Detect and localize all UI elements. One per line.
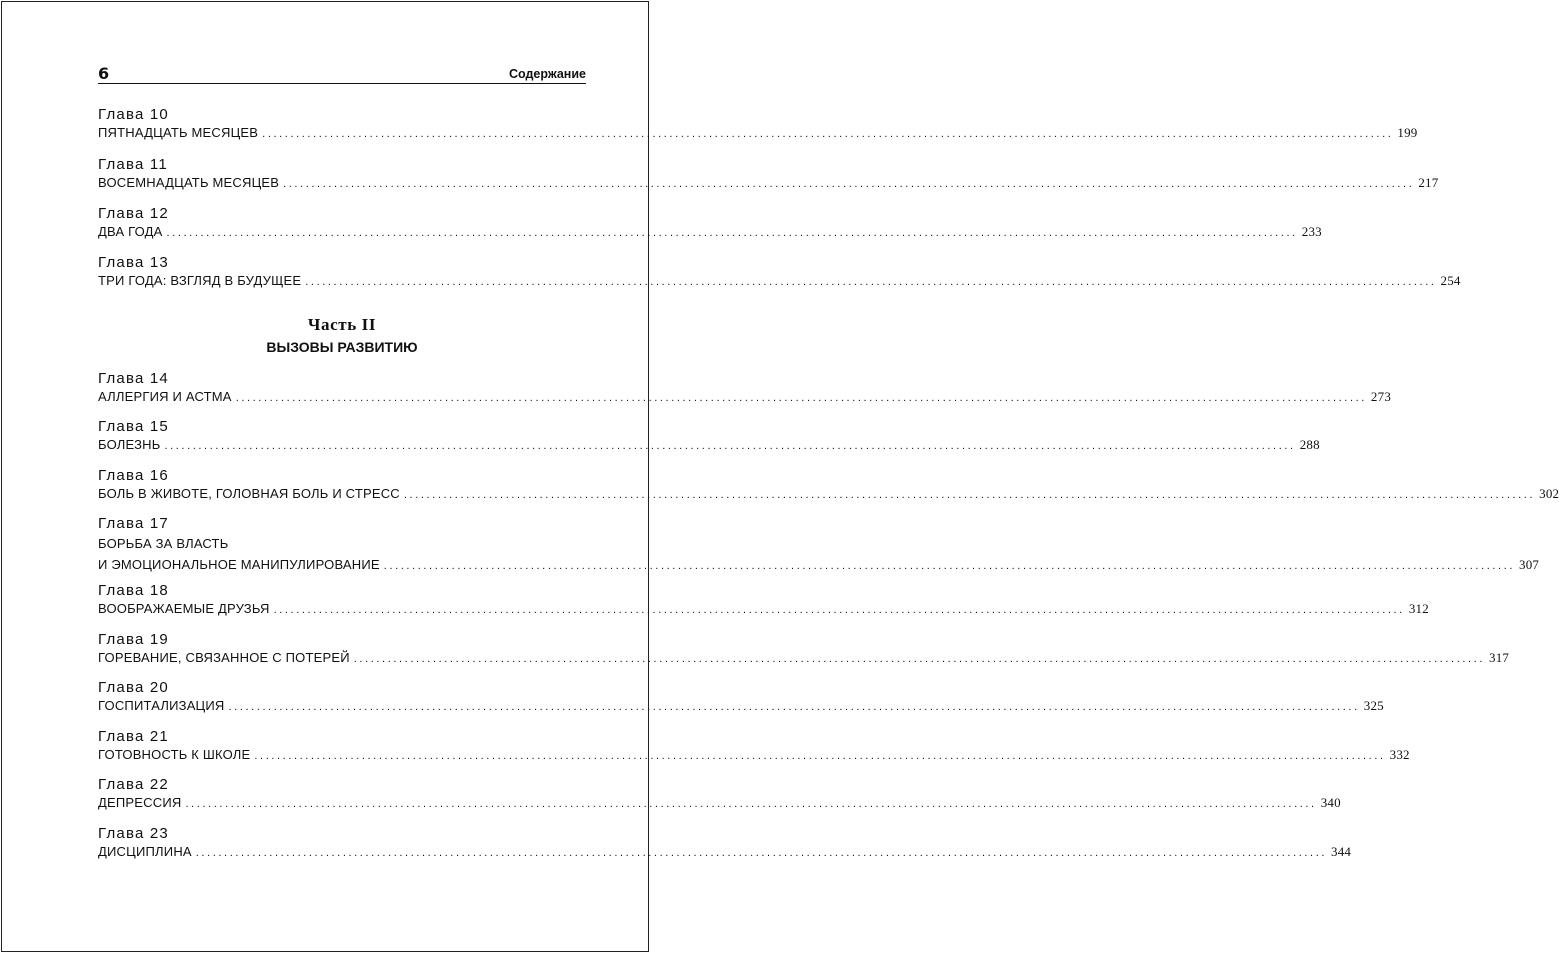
page-reference: 332 — [1389, 747, 1410, 762]
chapter-title: ГОТОВНОСТЬ К ШКОЛЕ — [98, 747, 251, 762]
page-reference: 199 — [1397, 125, 1418, 140]
chapter-label: Глава 10 — [98, 106, 169, 123]
page-reference: 254 — [1440, 273, 1461, 288]
dot-leader: ........................................................................................................................................................................................................ — [383, 560, 1516, 572]
toc-entry-chapter-12[interactable] — [98, 204, 1322, 241]
chapter-label: Глава 11 — [98, 156, 168, 173]
chapter-title: ТРИ ГОДА: ВЗГЛЯД В БУДУЩЕЕ — [98, 273, 302, 288]
toc-entry-chapter-17[interactable] — [98, 514, 1540, 575]
chapter-label: Глава 16 — [98, 467, 169, 484]
chapter-label: Глава 12 — [98, 205, 169, 222]
toc-entry-chapter-20[interactable] — [98, 678, 1384, 715]
part-heading — [98, 315, 586, 357]
chapter-label: Глава 18 — [98, 582, 169, 599]
chapter-title-line — [98, 485, 1559, 503]
toc-entry-chapter-10[interactable] — [98, 105, 1418, 142]
chapter-title: ПЯТНАДЦАТЬ МЕСЯЦЕВ — [98, 125, 259, 140]
chapter-title-first-line — [98, 533, 586, 555]
page-number: 6 — [98, 64, 110, 83]
part-label: Часть II — [307, 315, 377, 334]
page-reference: 325 — [1363, 698, 1384, 713]
page-header — [98, 62, 586, 84]
toc-entry-chapter-18[interactable] — [98, 581, 1429, 618]
toc-entry-chapter-22[interactable] — [98, 775, 1341, 812]
chapter-title-line — [98, 223, 1322, 241]
chapter-title: БОЛЬ В ЖИВОТЕ, ГОЛОВНАЯ БОЛЬ И СТРЕСС — [98, 486, 400, 501]
toc-entry-chapter-14[interactable] — [98, 369, 1392, 406]
page-reference: 317 — [1489, 650, 1510, 665]
toc-entry-chapter-15[interactable] — [98, 417, 1320, 454]
dot-leader: ........................................................................................................................................................................................................ — [164, 440, 1296, 452]
dot-leader: ........................................................................................................................................................................................................ — [283, 178, 1415, 190]
page-reference: 288 — [1299, 437, 1320, 452]
chapter-title: ДВА ГОДА — [98, 224, 163, 239]
chapter-title-line — [98, 124, 1418, 142]
chapter-title-line — [98, 436, 1320, 454]
page-reference: 302 — [1539, 486, 1559, 501]
dot-leader: ........................................................................................................................................................................................................ — [195, 847, 1328, 859]
chapter-title-part-1: БОРЬБА ЗА ВЛАСТЬ — [98, 536, 229, 551]
chapter-title-line — [98, 388, 1392, 406]
chapter-title-line — [98, 649, 1510, 667]
toc-entry-chapter-13[interactable] — [98, 253, 1461, 290]
chapter-title: ДИСЦИПЛИНА — [98, 844, 192, 859]
chapter-title-line — [98, 600, 1429, 618]
page-reference: 340 — [1320, 795, 1341, 810]
chapter-label: Глава 13 — [98, 254, 169, 271]
chapter-title: ГОСПИТАЛИЗАЦИЯ — [98, 698, 225, 713]
chapter-label: Глава 15 — [98, 418, 169, 435]
dot-leader: ........................................................................................................................................................................................................ — [228, 701, 1360, 713]
page-reference: 217 — [1418, 175, 1439, 190]
toc-entry-chapter-19[interactable] — [98, 630, 1510, 667]
chapter-title-line — [98, 794, 1341, 812]
page-reference: 273 — [1370, 389, 1392, 404]
part-title: ВЫЗОВЫ РАЗВИТИЮ — [266, 339, 418, 355]
chapter-title: ГОРЕВАНИЕ, СВЯЗАННОЕ С ПОТЕРЕЙ — [98, 650, 350, 665]
chapter-title: ВОСЕМНАДЦАТЬ МЕСЯЦЕВ — [98, 175, 280, 190]
dot-leader: ........................................................................................................................................................................................................ — [254, 750, 1386, 762]
chapter-label: Глава 22 — [98, 776, 169, 793]
chapter-title: ДЕПРЕССИЯ — [98, 795, 182, 810]
page-reference: 307 — [1519, 557, 1540, 572]
toc-entry-chapter-23[interactable] — [98, 824, 1352, 861]
chapter-title-line — [98, 746, 1410, 764]
dot-leader: ........................................................................................................................................................................................................ — [185, 798, 1317, 810]
chapter-title: И ЭМОЦИОНАЛЬНОЕ МАНИПУЛИРОВАНИЕ — [98, 557, 380, 572]
dot-leader: ........................................................................................................................................................................................................ — [353, 653, 1485, 665]
chapter-label: Глава 20 — [98, 679, 169, 696]
dot-leader: ........................................................................................................................................................................................................ — [235, 392, 1367, 404]
toc-entry-chapter-21[interactable] — [98, 727, 1410, 764]
chapter-title: БОЛЕЗНЬ — [98, 437, 161, 452]
chapter-label: Глава 21 — [98, 728, 169, 745]
dot-leader: ........................................................................................................................................................................................................ — [273, 604, 1405, 616]
chapter-label: Глава 19 — [98, 631, 169, 648]
chapter-title-line — [98, 555, 1540, 575]
running-title: Содержание — [508, 67, 586, 81]
toc-entry-chapter-11[interactable] — [98, 155, 1439, 192]
page-reference: 233 — [1301, 224, 1322, 239]
dot-leader: ........................................................................................................................................................................................................ — [403, 489, 1536, 501]
dot-leader: ........................................................................................................................................................................................................ — [262, 128, 1394, 140]
chapter-label: Глава 17 — [98, 515, 169, 532]
chapter-title-line — [98, 697, 1384, 715]
chapter-title-line — [98, 174, 1439, 192]
page-reference: 344 — [1331, 844, 1352, 859]
chapter-label: Глава 23 — [98, 825, 169, 842]
header-rule — [98, 83, 586, 84]
chapter-title-line — [98, 272, 1461, 290]
page-reference: 312 — [1408, 601, 1429, 616]
chapter-title: АЛЛЕРГИЯ И АСТМА — [98, 389, 232, 404]
dot-leader: ........................................................................................................................................................................................................ — [305, 276, 1437, 288]
toc-entry-chapter-16[interactable] — [98, 466, 1559, 503]
chapter-title: ВООБРАЖАЕМЫЕ ДРУЗЬЯ — [98, 601, 270, 616]
dot-leader: ........................................................................................................................................................................................................ — [166, 227, 1298, 239]
chapter-label: Глава 14 — [98, 370, 169, 387]
chapter-title-line — [98, 843, 1352, 861]
